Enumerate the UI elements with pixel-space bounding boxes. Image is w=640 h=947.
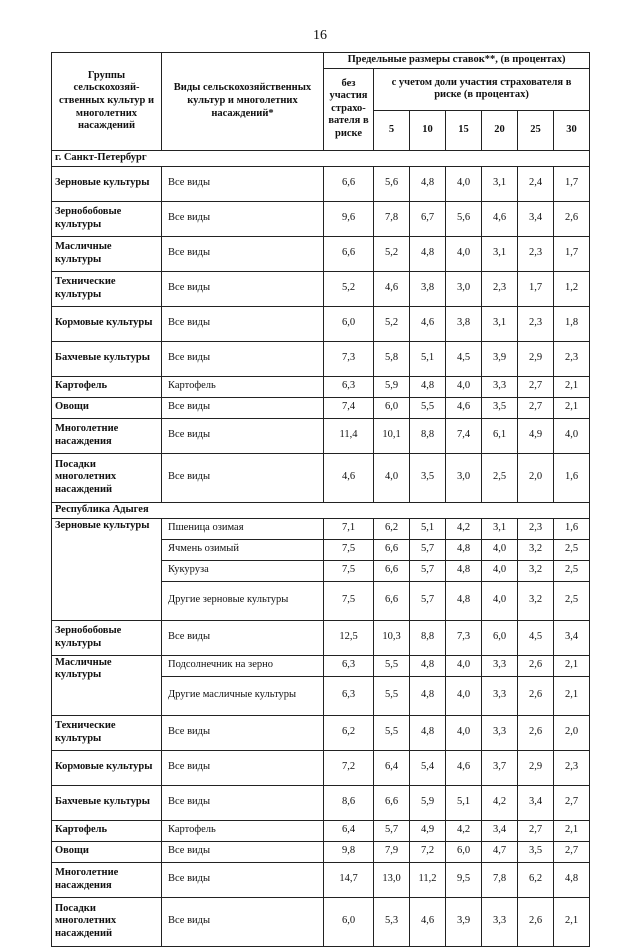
rate-without-share: 6,3 xyxy=(324,676,374,715)
rate-with-share: 3,1 xyxy=(482,518,518,539)
header-with-share: с учетом доли участия страхователя в риске (в процентах) xyxy=(374,68,590,110)
group-name: Кормовые культуры xyxy=(52,306,162,341)
rate-with-share: 3,2 xyxy=(518,539,554,560)
kind-name: Все виды xyxy=(162,201,324,236)
rate-with-share: 6,6 xyxy=(374,785,410,820)
rate-without-share: 4,6 xyxy=(324,453,374,502)
rate-with-share: 4,8 xyxy=(410,376,446,397)
rate-with-share: 7,8 xyxy=(482,862,518,897)
rate-with-share: 6,1 xyxy=(482,418,518,453)
kind-name: Картофель xyxy=(162,376,324,397)
rate-with-share: 8,8 xyxy=(410,620,446,655)
rate-without-share: 6,0 xyxy=(324,897,374,946)
rate-with-share: 3,3 xyxy=(482,897,518,946)
rate-without-share: 7,5 xyxy=(324,581,374,620)
region-row xyxy=(52,502,590,518)
rate-with-share: 1,8 xyxy=(554,306,590,341)
table-row xyxy=(52,820,590,841)
rate-with-share: 4,8 xyxy=(410,676,446,715)
rate-without-share: 7,3 xyxy=(324,341,374,376)
kind-name: Все виды xyxy=(162,897,324,946)
table-row xyxy=(52,862,590,897)
rate-with-share: 5,5 xyxy=(374,676,410,715)
header-share-level: 25 xyxy=(518,110,554,150)
rate-with-share: 2,6 xyxy=(518,676,554,715)
rate-with-share: 4,0 xyxy=(446,676,482,715)
rate-with-share: 4,0 xyxy=(446,655,482,676)
rate-with-share: 3,4 xyxy=(482,820,518,841)
rate-with-share: 2,3 xyxy=(518,306,554,341)
rate-with-share: 3,7 xyxy=(482,750,518,785)
table-row xyxy=(52,655,590,676)
rate-with-share: 5,5 xyxy=(410,397,446,418)
rate-with-share: 5,1 xyxy=(410,341,446,376)
rate-with-share: 5,2 xyxy=(374,236,410,271)
rate-with-share: 4,6 xyxy=(410,306,446,341)
rate-with-share: 4,0 xyxy=(374,453,410,502)
rate-with-share: 7,8 xyxy=(374,201,410,236)
header-share-level: 15 xyxy=(446,110,482,150)
rate-with-share: 4,2 xyxy=(482,785,518,820)
rate-with-share: 2,1 xyxy=(554,397,590,418)
table-row xyxy=(52,306,590,341)
rate-with-share: 3,8 xyxy=(446,306,482,341)
rate-with-share: 5,6 xyxy=(374,166,410,201)
group-name: Бахчевые культуры xyxy=(52,341,162,376)
rate-with-share: 3,3 xyxy=(482,655,518,676)
rate-with-share: 5,7 xyxy=(374,820,410,841)
group-name: Посадки многолетних насаждений xyxy=(52,897,162,946)
rate-with-share: 2,3 xyxy=(554,341,590,376)
rate-with-share: 3,9 xyxy=(482,341,518,376)
rate-without-share: 5,2 xyxy=(324,271,374,306)
rate-with-share: 4,0 xyxy=(446,715,482,750)
rate-with-share: 2,1 xyxy=(554,820,590,841)
rate-without-share: 14,7 xyxy=(324,862,374,897)
rate-with-share: 1,2 xyxy=(554,271,590,306)
rate-with-share: 5,2 xyxy=(374,306,410,341)
rate-with-share: 4,0 xyxy=(482,581,518,620)
rate-with-share: 4,2 xyxy=(446,518,482,539)
rate-with-share: 6,0 xyxy=(482,620,518,655)
kind-name: Все виды xyxy=(162,841,324,862)
group-name: Зернобобовые культуры xyxy=(52,620,162,655)
rate-with-share: 3,4 xyxy=(518,201,554,236)
rate-with-share: 4,8 xyxy=(410,655,446,676)
rate-with-share: 2,7 xyxy=(518,397,554,418)
table-row xyxy=(52,897,590,946)
rate-with-share: 4,0 xyxy=(446,236,482,271)
rate-with-share: 3,4 xyxy=(554,620,590,655)
rate-with-share: 2,6 xyxy=(554,201,590,236)
rate-with-share: 5,9 xyxy=(374,376,410,397)
rate-without-share: 8,6 xyxy=(324,785,374,820)
rate-with-share: 4,0 xyxy=(482,539,518,560)
kind-name: Другие масличные культуры xyxy=(162,676,324,715)
rate-with-share: 4,6 xyxy=(446,750,482,785)
rate-with-share: 9,5 xyxy=(446,862,482,897)
rate-with-share: 5,9 xyxy=(410,785,446,820)
rate-with-share: 4,8 xyxy=(410,715,446,750)
table-row xyxy=(52,376,590,397)
group-name: Посадки многолетних насаждений xyxy=(52,453,162,502)
kind-name: Кукуруза xyxy=(162,560,324,581)
rate-with-share: 5,1 xyxy=(410,518,446,539)
page-number: 16 xyxy=(313,28,327,43)
rate-with-share: 3,1 xyxy=(482,166,518,201)
rate-with-share: 11,2 xyxy=(410,862,446,897)
rate-with-share: 1,6 xyxy=(554,518,590,539)
table-row xyxy=(52,397,590,418)
rate-without-share: 9,6 xyxy=(324,201,374,236)
rate-with-share: 1,7 xyxy=(554,236,590,271)
rate-with-share: 2,1 xyxy=(554,897,590,946)
rate-without-share: 7,5 xyxy=(324,539,374,560)
header-share-level: 20 xyxy=(482,110,518,150)
rate-with-share: 2,1 xyxy=(554,655,590,676)
rate-with-share: 2,6 xyxy=(518,715,554,750)
kind-name: Все виды xyxy=(162,418,324,453)
group-name: Многолетние насаждения xyxy=(52,418,162,453)
kind-name: Все виды xyxy=(162,341,324,376)
rate-with-share: 4,2 xyxy=(446,820,482,841)
rate-with-share: 2,7 xyxy=(554,841,590,862)
rate-with-share: 5,6 xyxy=(446,201,482,236)
rate-with-share: 3,5 xyxy=(518,841,554,862)
rate-with-share: 4,8 xyxy=(410,166,446,201)
rate-with-share: 5,7 xyxy=(410,539,446,560)
kind-name: Все виды xyxy=(162,715,324,750)
rate-with-share: 4,6 xyxy=(482,201,518,236)
rate-with-share: 3,1 xyxy=(482,236,518,271)
rate-without-share: 6,6 xyxy=(324,166,374,201)
kind-name: Пшеница озимая xyxy=(162,518,324,539)
rate-with-share: 4,0 xyxy=(446,166,482,201)
group-name: Зернобобовые культуры xyxy=(52,201,162,236)
rate-with-share: 5,7 xyxy=(410,581,446,620)
header-kind: Виды сельскохозяйственных культур и многолетних насаждений* xyxy=(162,53,324,151)
rate-with-share: 2,6 xyxy=(518,655,554,676)
rate-with-share: 13,0 xyxy=(374,862,410,897)
rate-with-share: 5,7 xyxy=(410,560,446,581)
rate-with-share: 6,6 xyxy=(374,539,410,560)
rate-with-share: 4,8 xyxy=(446,581,482,620)
rate-with-share: 3,5 xyxy=(482,397,518,418)
rate-with-share: 5,4 xyxy=(410,750,446,785)
rate-without-share: 6,4 xyxy=(324,820,374,841)
rate-with-share: 4,6 xyxy=(446,397,482,418)
group-name: Технические культуры xyxy=(52,271,162,306)
rate-with-share: 2,0 xyxy=(554,715,590,750)
rate-without-share: 6,2 xyxy=(324,715,374,750)
rate-with-share: 6,2 xyxy=(518,862,554,897)
rate-without-share: 6,6 xyxy=(324,236,374,271)
rate-with-share: 3,3 xyxy=(482,676,518,715)
rate-with-share: 6,7 xyxy=(410,201,446,236)
kind-name: Все виды xyxy=(162,306,324,341)
rate-with-share: 2,3 xyxy=(518,518,554,539)
rate-with-share: 2,1 xyxy=(554,376,590,397)
group-name: Картофель xyxy=(52,376,162,397)
rate-with-share: 4,6 xyxy=(410,897,446,946)
table-row xyxy=(52,166,590,201)
rate-without-share: 11,4 xyxy=(324,418,374,453)
group-name: Кормовые культуры xyxy=(52,750,162,785)
header-share-level: 5 xyxy=(374,110,410,150)
header-without-share: без участия страхо-вателя в риске xyxy=(324,68,374,150)
table-body xyxy=(52,150,590,946)
rate-with-share: 1,6 xyxy=(554,453,590,502)
rate-with-share: 1,7 xyxy=(554,166,590,201)
header-rates: Предельные размеры ставок**, (в процентах) xyxy=(324,53,590,69)
group-name: Картофель xyxy=(52,820,162,841)
kind-name: Все виды xyxy=(162,862,324,897)
kind-name: Ячмень озимый xyxy=(162,539,324,560)
rate-without-share: 6,3 xyxy=(324,376,374,397)
rate-without-share: 7,5 xyxy=(324,560,374,581)
rate-with-share: 3,2 xyxy=(518,560,554,581)
group-name: Технические культуры xyxy=(52,715,162,750)
kind-name: Подсолнечник на зерно xyxy=(162,655,324,676)
rate-with-share: 2,5 xyxy=(554,560,590,581)
rate-with-share: 2,5 xyxy=(554,539,590,560)
rate-with-share: 7,2 xyxy=(410,841,446,862)
rate-with-share: 1,7 xyxy=(518,271,554,306)
header-group: Группы сельскохозяй-ственных культур и многолетних насаждений xyxy=(52,53,162,151)
table-row xyxy=(52,750,590,785)
rate-with-share: 7,9 xyxy=(374,841,410,862)
rate-with-share: 3,8 xyxy=(410,271,446,306)
rate-with-share: 4,5 xyxy=(518,620,554,655)
rate-with-share: 4,9 xyxy=(518,418,554,453)
rate-with-share: 5,1 xyxy=(446,785,482,820)
rate-with-share: 2,7 xyxy=(554,785,590,820)
rate-with-share: 3,0 xyxy=(446,271,482,306)
table-row xyxy=(52,236,590,271)
kind-name: Все виды xyxy=(162,236,324,271)
rate-with-share: 4,0 xyxy=(482,560,518,581)
rate-with-share: 5,8 xyxy=(374,341,410,376)
rate-without-share: 12,5 xyxy=(324,620,374,655)
rate-with-share: 7,4 xyxy=(446,418,482,453)
region-name: г. Санкт-Петербург xyxy=(52,150,590,166)
table-row xyxy=(52,453,590,502)
rate-with-share: 2,5 xyxy=(554,581,590,620)
rate-with-share: 5,5 xyxy=(374,715,410,750)
kind-name: Все виды xyxy=(162,620,324,655)
rate-with-share: 2,9 xyxy=(518,750,554,785)
rate-with-share: 2,5 xyxy=(482,453,518,502)
rate-with-share: 8,8 xyxy=(410,418,446,453)
kind-name: Другие зерновые культуры xyxy=(162,581,324,620)
rate-with-share: 10,3 xyxy=(374,620,410,655)
rate-with-share: 6,4 xyxy=(374,750,410,785)
table-row xyxy=(52,620,590,655)
table-row xyxy=(52,271,590,306)
rate-with-share: 4,8 xyxy=(410,236,446,271)
group-name: Зерновые культуры xyxy=(52,518,162,620)
rate-with-share: 4,9 xyxy=(410,820,446,841)
kind-name: Все виды xyxy=(162,750,324,785)
rate-with-share: 6,0 xyxy=(374,397,410,418)
table-row xyxy=(52,785,590,820)
table-row xyxy=(52,201,590,236)
rate-without-share: 9,8 xyxy=(324,841,374,862)
rate-without-share: 7,4 xyxy=(324,397,374,418)
rate-with-share: 6,6 xyxy=(374,581,410,620)
rate-with-share: 2,1 xyxy=(554,676,590,715)
rate-with-share: 4,8 xyxy=(554,862,590,897)
kind-name: Все виды xyxy=(162,271,324,306)
rate-with-share: 3,3 xyxy=(482,376,518,397)
table-row xyxy=(52,841,590,862)
rate-with-share: 4,0 xyxy=(446,376,482,397)
rate-with-share: 2,6 xyxy=(518,897,554,946)
rate-with-share: 7,3 xyxy=(446,620,482,655)
rate-with-share: 2,9 xyxy=(518,341,554,376)
table-row xyxy=(52,518,590,539)
kind-name: Все виды xyxy=(162,166,324,201)
rate-with-share: 10,1 xyxy=(374,418,410,453)
group-name: Масличные культуры xyxy=(52,236,162,271)
rate-with-share: 3,4 xyxy=(518,785,554,820)
rate-with-share: 2,4 xyxy=(518,166,554,201)
rate-with-share: 6,2 xyxy=(374,518,410,539)
kind-name: Все виды xyxy=(162,397,324,418)
kind-name: Картофель xyxy=(162,820,324,841)
rate-with-share: 4,0 xyxy=(554,418,590,453)
table-header xyxy=(52,53,590,151)
region-name: Республика Адыгея xyxy=(52,502,590,518)
header-share-level: 10 xyxy=(410,110,446,150)
rate-with-share: 3,9 xyxy=(446,897,482,946)
rate-without-share: 6,3 xyxy=(324,655,374,676)
rate-with-share: 4,7 xyxy=(482,841,518,862)
rate-without-share: 7,2 xyxy=(324,750,374,785)
table-row xyxy=(52,341,590,376)
rate-with-share: 3,5 xyxy=(410,453,446,502)
rate-without-share: 6,0 xyxy=(324,306,374,341)
table-row xyxy=(52,418,590,453)
kind-name: Все виды xyxy=(162,453,324,502)
kind-name: Все виды xyxy=(162,785,324,820)
rate-with-share: 3,0 xyxy=(446,453,482,502)
rate-with-share: 2,3 xyxy=(518,236,554,271)
rate-with-share: 3,1 xyxy=(482,306,518,341)
group-name: Масличные культуры xyxy=(52,655,162,715)
rate-with-share: 2,7 xyxy=(518,820,554,841)
rate-with-share: 6,6 xyxy=(374,560,410,581)
rate-with-share: 4,8 xyxy=(446,560,482,581)
table-row xyxy=(52,715,590,750)
group-name: Бахчевые культуры xyxy=(52,785,162,820)
group-name: Овощи xyxy=(52,841,162,862)
rate-without-share: 7,1 xyxy=(324,518,374,539)
rates-table xyxy=(51,52,590,947)
group-name: Овощи xyxy=(52,397,162,418)
rate-with-share: 2,3 xyxy=(482,271,518,306)
header-share-level: 30 xyxy=(554,110,590,150)
rate-with-share: 4,6 xyxy=(374,271,410,306)
rate-with-share: 3,3 xyxy=(482,715,518,750)
rate-with-share: 4,5 xyxy=(446,341,482,376)
rate-with-share: 2,0 xyxy=(518,453,554,502)
group-name: Зерновые культуры xyxy=(52,166,162,201)
rate-with-share: 5,3 xyxy=(374,897,410,946)
group-name: Многолетние насаждения xyxy=(52,862,162,897)
region-row xyxy=(52,150,590,166)
rate-with-share: 2,3 xyxy=(554,750,590,785)
rate-with-share: 5,5 xyxy=(374,655,410,676)
rate-with-share: 6,0 xyxy=(446,841,482,862)
rate-with-share: 3,2 xyxy=(518,581,554,620)
rate-with-share: 2,7 xyxy=(518,376,554,397)
rate-with-share: 4,8 xyxy=(446,539,482,560)
